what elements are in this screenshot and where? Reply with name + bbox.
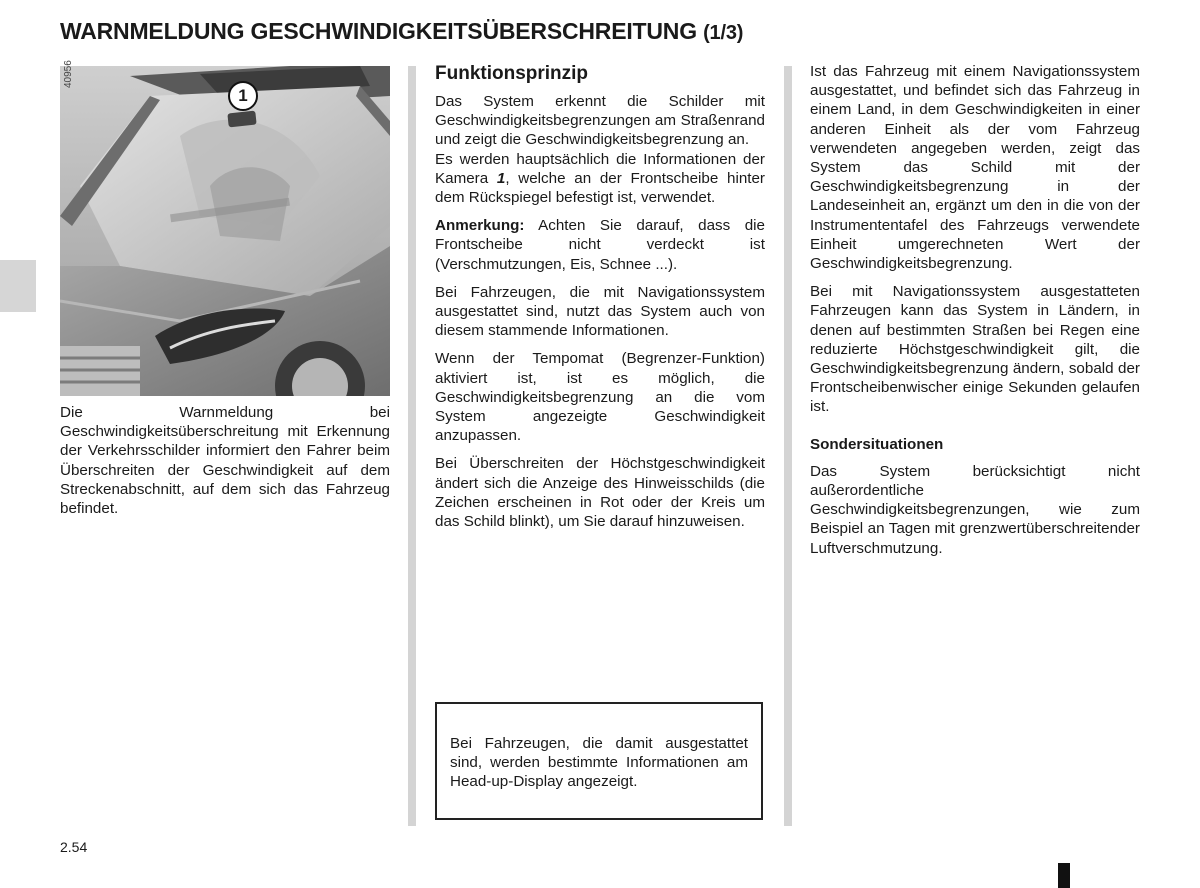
paragraph-c3-3: Das System berücksichtigt nicht außerordentliche Geschwindigkeitsbegrenzungen, wie zum Beispiel an Tagen mit grenzwertüberschreitender Luftverschmutzung. <box>810 462 1140 557</box>
note-label: Anmerkung: <box>435 217 525 235</box>
car-figure <box>60 66 390 396</box>
column-divider-right <box>784 66 792 826</box>
page-marker <box>1058 863 1070 888</box>
car-illustration <box>60 66 390 396</box>
page-title <box>60 18 1160 45</box>
page-title-main: WARNMELDUNG GESCHWINDIGKEITSÜBERSCHREITUNG <box>60 18 697 44</box>
paragraph-2-a: Es werden hauptsächlich die Informationen der Kamera <box>435 150 765 187</box>
callout-camera: 1 <box>228 81 258 111</box>
page-number: 2.54 <box>60 839 88 855</box>
note-text: Achten Sie darauf, dass die Frontscheibe nicht verdeckt ist (Verschmutzungen, Eis, Schnee ...). <box>435 217 765 273</box>
info-box <box>435 702 763 820</box>
column-divider-left <box>408 66 416 826</box>
paragraph-2 <box>435 150 765 208</box>
chapter-tab <box>0 260 36 312</box>
paragraph-2-b: , welche an der Frontscheibe hinter dem Rückspiegel befestigt ist, verwendet. <box>435 169 765 207</box>
info-box-text: Bei Fahrzeugen, die damit ausgestattet sind, werden bestimmte Informationen am Head-up-Display angezeigt. <box>450 735 748 791</box>
figure-id: 40956 <box>63 60 74 88</box>
section-heading-sondersituationen: Sondersituationen <box>810 435 944 453</box>
column-1 <box>60 403 390 527</box>
camera-ref: 1 <box>496 169 506 187</box>
paragraph-6: Bei Überschreiten der Höchstgeschwindigkeit ändert sich die Anzeige des Hinweisschilds (die Zeichen erscheinen in Rot oder der Kreis um das Schild blinkt), um Sie darauf hinzuweisen. <box>435 455 765 531</box>
figure-caption: Die Warnmeldung bei Geschwindigkeitsüberschreitung mit Erkennung der Verkehrsschilder informiert den Fahrer beim Überschreiten der Geschwindigkeit auf dem Streckenabschnitt, auf dem sich das Fahrzeug befindet. <box>60 404 390 518</box>
paragraph-4: Bei Fahrzeugen, die mit Navigationssystem ausgestattet sind, nutzt das System auch von diesem stammende Informationen. <box>435 283 765 340</box>
page-title-suffix: (1/3) <box>703 22 744 44</box>
paragraph-5: Wenn der Tempomat (Begrenzer-Funktion) aktiviert ist, ist es möglich, die Geschwindigkeitsbegrenzung an die vom System angezeigte Geschwindigkeit anzupassen. <box>435 350 765 445</box>
paragraph-1: Das System erkennt die Schilder mit Geschwindigkeitsbegrenzungen am Straßenrand und zeigt die Geschwindigkeitsbegrenzung an. <box>435 93 765 149</box>
column-2 <box>435 62 765 540</box>
paragraph-note <box>435 216 765 274</box>
paragraph-c3-1: Ist das Fahrzeug mit einem Navigationssystem ausgestattet, und befindet sich das Fahrzeug in einem Land, in dem Geschwindigkeiten in einer anderen Einheit als der vom Fahrzeug verwendeten angegeben werden, zeigt das System das Schild mit der Geschwindigkeitsbegrenzung in der Landeseinheit an, ergänzt um den in die von der Instrumententafel des Fahrzeugs verwendete Einheit umgerechneten Wert der Geschwindigkeitsbegrenzung. <box>810 63 1140 273</box>
paragraph-c3-2: Bei mit Navigationssystem ausgestatteten Fahrzeugen kann das System in Ländern, in denen auf bestimmten Straßen bei Regen eine reduzierte Höchstgeschwindigkeit gilt, die Geschwindigkeitsbegrenzung ändern, sobald der Frontscheibenwischer einige Sekunden gelaufen ist. <box>810 283 1140 416</box>
section-heading-funktionsprinzip: Funktionsprinzip <box>435 63 589 84</box>
column-3 <box>810 62 1140 567</box>
